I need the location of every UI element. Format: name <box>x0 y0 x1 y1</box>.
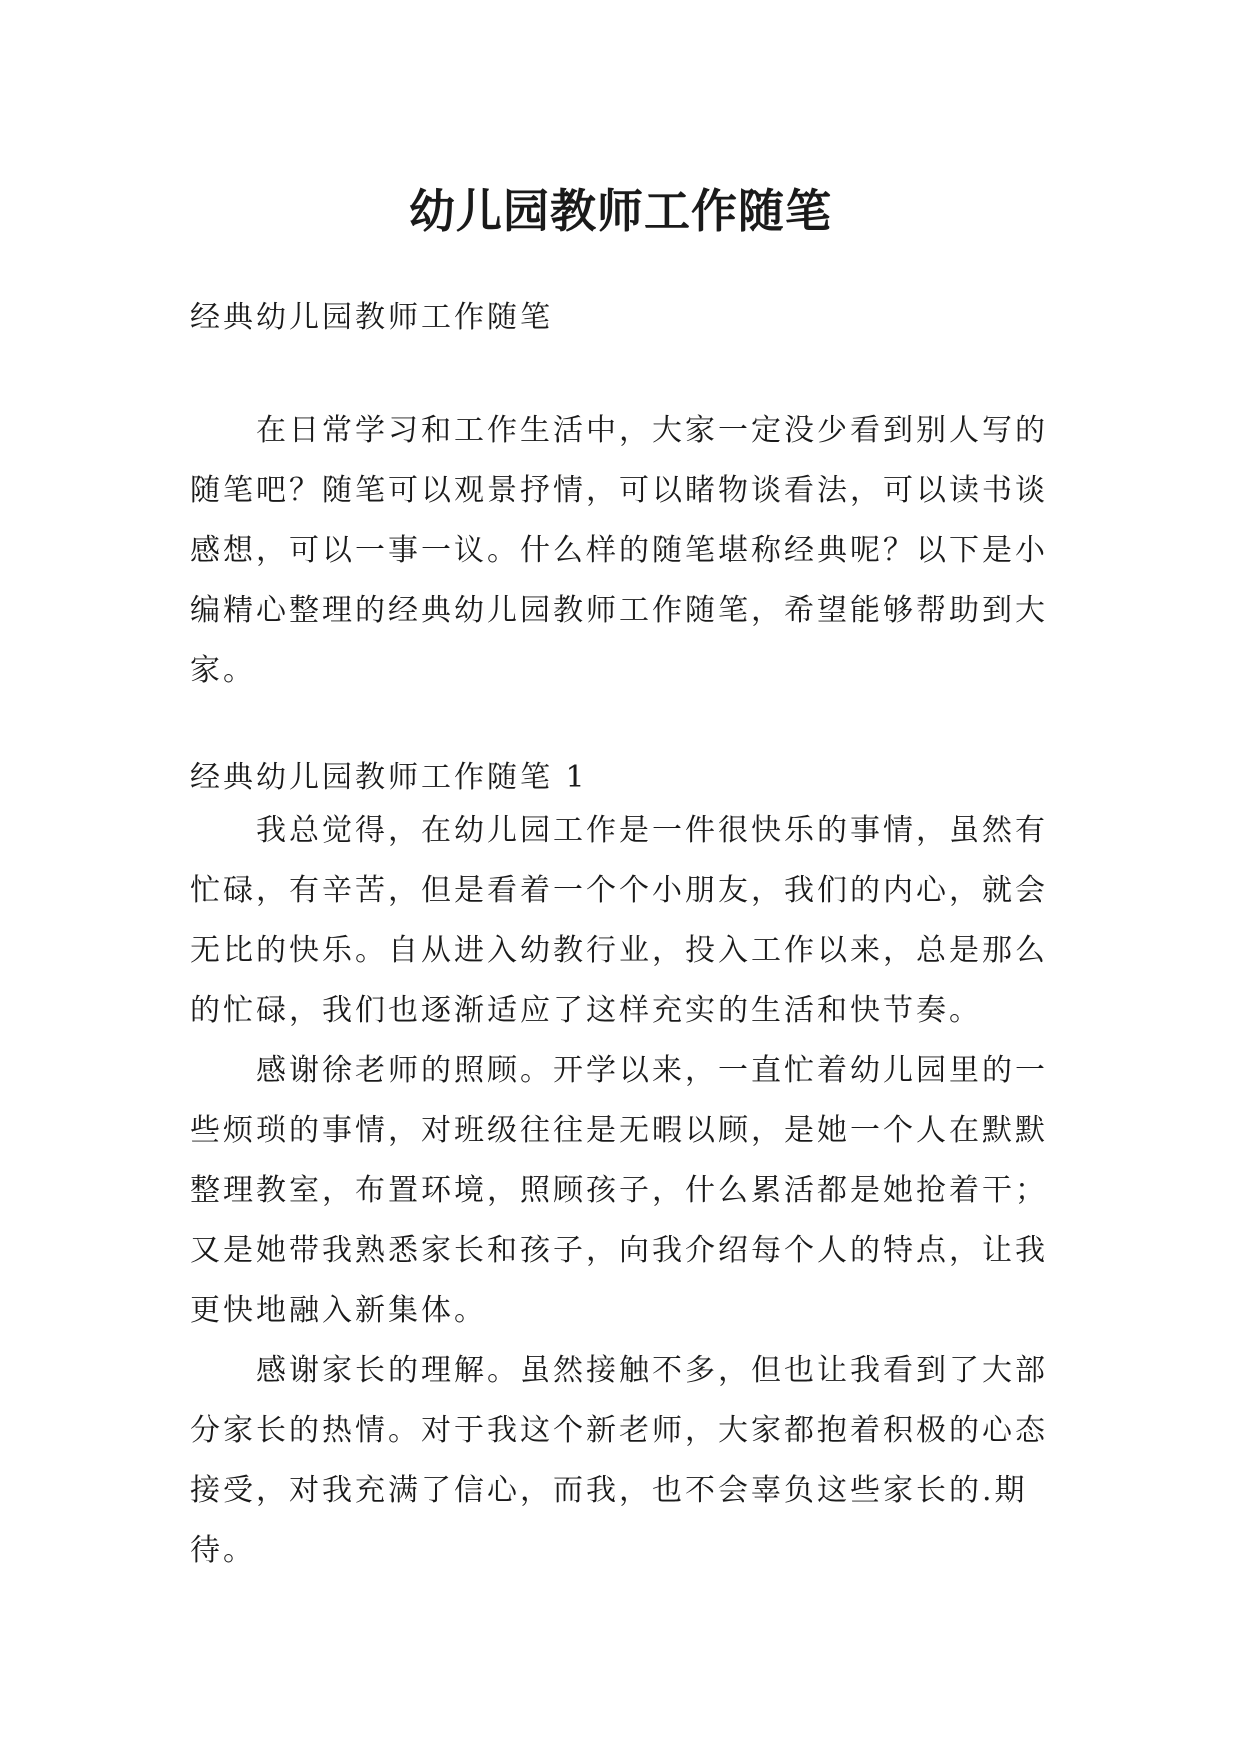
body-paragraph-2: 感谢徐老师的照顾。开学以来，一直忙着幼儿园里的一些烦琐的事情，对班级往往是无暇以顾，是她一个人在默默整理教室，布置环境，照顾孩子，什么累活都是她抢着干；又是她带我熟悉家长和孩子，向我介绍每个人的特点，让我更快地融入新集体。 <box>190 1053 1048 1328</box>
intro-paragraph: 在日常学习和工作生活中，大家一定没少看到别人写的随笔吧？随笔可以观景抒情，可以睹物谈看法，可以读书谈感想，可以一事一议。什么样的随笔堪称经典呢？以下是小编精心整理的经典幼儿园教师工作随笔，希望能够帮助到大家。 <box>190 413 1048 688</box>
document-title: 幼儿园教师工作随笔 <box>409 183 832 238</box>
body-paragraph-1: 我总觉得，在幼儿园工作是一件很快乐的事情，虽然有忙碌，有辛苦，但是看着一个个小朋友，我们的内心，就会无比的快乐。自从进入幼教行业，投入工作以来，总是那么的忙碌，我们也逐渐适应了这样充实的生活和快节奏。 <box>190 813 1048 1028</box>
section-body <box>190 801 1050 1581</box>
document-subtitle: 经典幼儿园教师工作随笔 <box>190 300 553 335</box>
body-paragraph-3: 感谢家长的理解。虽然接触不多，但也让我看到了大部分家长的热情。对于我这个新老师，大家都抱着积极的心态接受，对我充满了信心，而我，也不会辜负这些家长的.期待。 <box>190 1353 1048 1568</box>
section-heading: 经典幼儿园教师工作随笔 1 <box>190 760 588 795</box>
intro-section <box>190 401 1050 701</box>
